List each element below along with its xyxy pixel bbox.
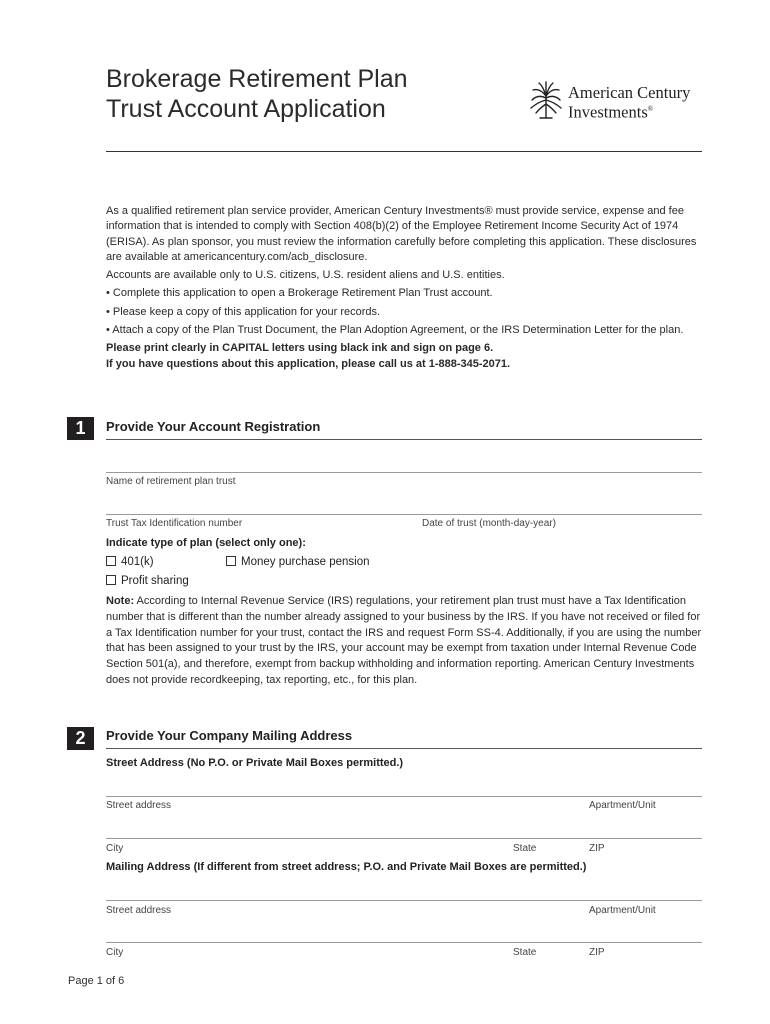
city-state-zip-field[interactable]: [106, 838, 702, 839]
mailing-city-label: City: [106, 947, 124, 958]
plan-type-heading: Indicate type of plan (select only one):: [106, 537, 306, 549]
checkbox-401k-label: 401(k): [121, 556, 154, 568]
section-2-title: Provide Your Company Mailing Address: [106, 728, 353, 743]
page-number: Page 1 of 6: [68, 975, 125, 987]
street-address-heading: Street Address (No P.O. or Private Mail Boxes permitted.): [106, 757, 404, 769]
section-1-title: Provide Your Account Registration: [106, 419, 321, 434]
intro-bullet-1: • Complete this application to open a Brokerage Retirement Plan Trust account.: [106, 287, 493, 300]
mailing-state-label: State: [513, 947, 537, 958]
logo-line-1: American Century: [568, 83, 691, 102]
mailing-zip-label: ZIP: [589, 947, 605, 958]
logo-wordmark: [568, 84, 690, 121]
mailing-street-address-label: Street address: [106, 905, 172, 916]
logo-line-2: Investments®: [568, 102, 654, 122]
checkbox-money-purchase-pension[interactable]: [226, 556, 370, 568]
mailing-street-address-field[interactable]: [106, 900, 702, 901]
page-title-line-1: Brokerage Retirement Plan: [106, 65, 408, 93]
tax-id-and-date-field[interactable]: [106, 514, 702, 515]
mailing-apartment-unit-label: Apartment/Unit: [589, 905, 656, 916]
intro-paragraph-2: Accounts are available only to U.S. citizens, U.S. resident aliens and U.S. entities.: [106, 269, 505, 282]
checkbox-profit-sharing[interactable]: [106, 575, 189, 587]
header-divider: [106, 151, 702, 152]
checkbox-profit-sharing-label: Profit sharing: [121, 575, 189, 587]
note-text: According to Internal Revenue Service (IRS) regulations, your retirement plan trust must have a Tax Identification number that is different than the number already assigned to your business by the IRS. If you have not received or filed for a Tax Identification number for your trust, contact the IRS and request Form SS-4. Additionally, if you are using the number that has been assigned to your trust by the IRS, your account may be exempt from taxation under Internal Revenue Code Section 501(a), and therefore, exempt from backup withholding and information reporting. American Century Investments does not provide recordkeeping, tax reporting, etc., for this plan.: [106, 595, 702, 686]
checkbox-box[interactable]: [106, 575, 116, 585]
checkbox-money-purchase-label: Money purchase pension: [241, 556, 370, 568]
mailing-address-heading: Mailing Address (If different from street address; P.O. and Private Mail Boxes are permitted.): [106, 861, 587, 873]
section-1-number: 1: [67, 417, 94, 440]
plan-name-label: Name of retirement plan trust: [106, 476, 236, 487]
intro-paragraph-1: As a qualified retirement plan service provider, American Century Investments® must provide service, expense and fee information that is intended to comply with Section 408(b)(2) of the Employee Retirement Income Security Act of 1974 (ERISA). As plan sponsor, you must review the information carefully before completing this application. These disclosures are available at americancentury.com/acb_disclosure.: [106, 205, 697, 263]
intro-instruction-call: If you have questions about this application, please call us at 1-888-345-2071.: [106, 357, 511, 370]
note-label: Note:: [106, 595, 135, 607]
section-1-divider: [106, 439, 702, 440]
irs-note: [106, 594, 702, 689]
page-title-line-2: Trust Account Application: [106, 95, 386, 123]
section-2-number: 2: [67, 727, 94, 750]
checkbox-box[interactable]: [226, 556, 236, 566]
apartment-unit-label: Apartment/Unit: [589, 800, 656, 811]
intro-instruction-print: Please print clearly in CAPITAL letters using black ink and sign on page 6.: [106, 342, 494, 355]
intro-bullet-3: • Attach a copy of the Plan Trust Document, the Plan Adoption Agreement, or the IRS Determination Letter for the plan.: [106, 324, 684, 337]
checkbox-box[interactable]: [106, 556, 116, 566]
tree-icon: [528, 80, 564, 120]
section-2-divider: [106, 748, 702, 749]
intro-bullet-2: • Please keep a copy of this application for your records.: [106, 305, 381, 318]
zip-label: ZIP: [589, 843, 605, 854]
street-address-label: Street address: [106, 800, 172, 811]
city-label: City: [106, 843, 124, 854]
page-title: [106, 64, 408, 124]
mailing-city-state-zip-field[interactable]: [106, 942, 702, 943]
plan-name-field[interactable]: [106, 472, 702, 473]
intro-text: [106, 204, 702, 372]
checkbox-401k[interactable]: [106, 556, 154, 568]
state-label: State: [513, 843, 537, 854]
tax-id-label: Trust Tax Identification number: [106, 518, 243, 529]
company-logo: [528, 80, 708, 122]
trust-date-label: Date of trust (month-day-year): [422, 518, 556, 529]
street-address-field[interactable]: [106, 796, 702, 797]
